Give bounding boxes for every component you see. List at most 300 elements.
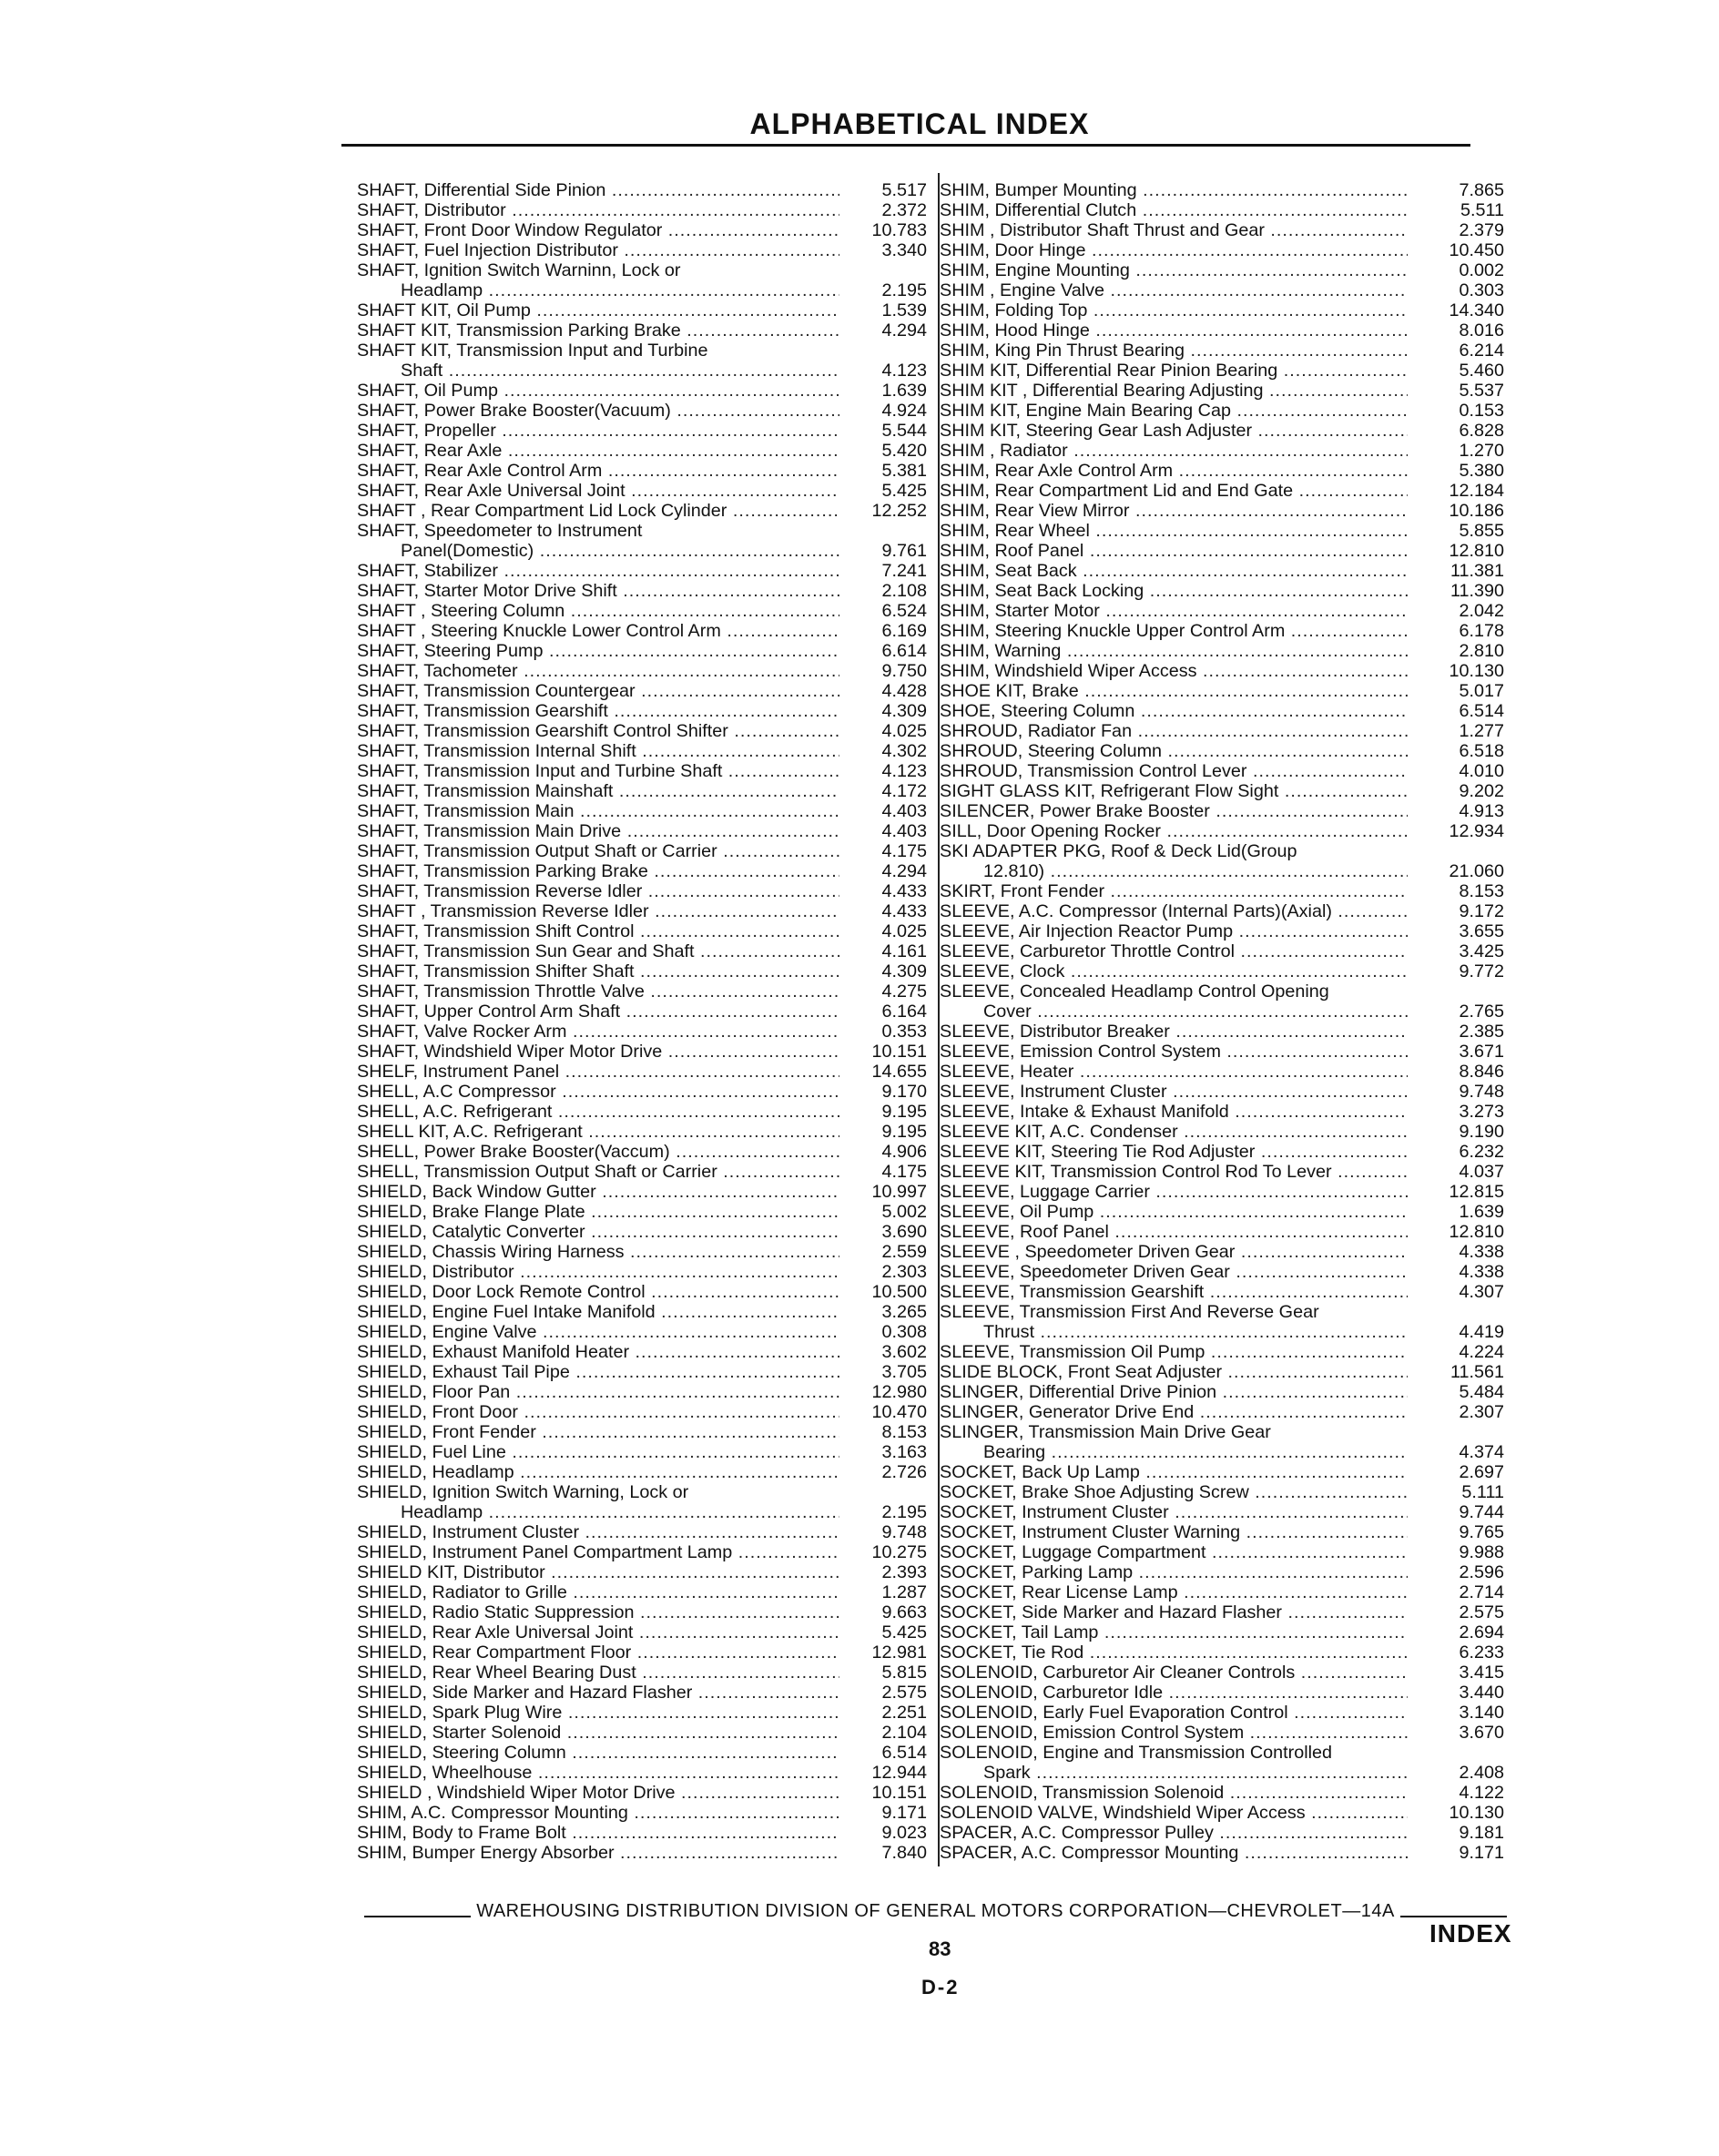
index-entry-label: Cover ..... (940, 1002, 1408, 1022)
index-entry-label: SOLENOID, Carburetor Idle ..... (940, 1683, 1408, 1703)
index-entry-label: SHAFT , Transmission Reverse Idler ..... (357, 901, 839, 921)
index-entry-number: 6.514 (881, 1743, 927, 1763)
index-entry-label: SOCKET, Parking Lamp ..... (940, 1562, 1408, 1582)
index-entry-number: 5.425 (881, 481, 927, 501)
index-entry (357, 621, 927, 641)
index-entry-label: SHIELD, Ignition Switch Warning, Lock or (357, 1482, 689, 1502)
index-entry-label: SHELL, A.C Compressor ..... (357, 1082, 839, 1102)
index-entry-number: 4.037 (1459, 1162, 1504, 1182)
index-entry (357, 1162, 927, 1182)
index-entry-label: SOCKET, Brake Shoe Adjusting Screw ..... (940, 1482, 1408, 1502)
index-entry (940, 961, 1504, 981)
index-entry-number: 3.670 (1459, 1723, 1504, 1743)
index-entry-number: 6.828 (1459, 421, 1504, 441)
index-entry-label: SHIM, Seat Back ..... (940, 561, 1408, 581)
index-entry-number: 3.705 (881, 1362, 927, 1382)
index-entry (357, 401, 927, 421)
index-entry (940, 300, 1504, 320)
index-entry-label: SHAFT, Oil Pump ..... (357, 381, 839, 401)
index-entry (940, 781, 1504, 801)
index-entry-number: 3.655 (1459, 921, 1504, 941)
index-entry (940, 1582, 1504, 1602)
index-entry-label: SHIELD, Fuel Line ..... (357, 1442, 839, 1462)
index-entry (940, 1683, 1504, 1703)
index-entry-number: 4.913 (1459, 801, 1504, 821)
index-entry-label: SHAFT, Ignition Switch Warninn, Lock or (357, 260, 681, 280)
index-entry-label: SHIELD, Back Window Gutter ..... (357, 1182, 839, 1202)
index-entry-label: SHIELD, Rear Axle Universal Joint ..... (357, 1622, 839, 1642)
index-entry (357, 1743, 927, 1763)
index-entry-number: 4.307 (1459, 1282, 1504, 1302)
index-entry (940, 1622, 1504, 1642)
index-entry-label: SOLENOID, Transmission Solenoid ..... (940, 1783, 1408, 1803)
index-entry-number: 10.275 (871, 1542, 927, 1562)
index-entry (940, 441, 1504, 461)
index-entry-label: SHIELD, Front Fender ..... (357, 1422, 839, 1442)
index-entry (357, 1763, 927, 1783)
index-entry-number: 5.815 (881, 1663, 927, 1683)
index-entry-number: 3.425 (1459, 941, 1504, 961)
index-entry-label: SHIM, Rear Compartment Lid and End Gate ..... (940, 481, 1408, 501)
index-entry-number: 6.169 (881, 621, 927, 641)
index-entry (357, 1442, 927, 1462)
index-entry-number: 11.390 (1449, 581, 1504, 601)
index-entry-label: SHIELD, Brake Flange Plate ..... (357, 1202, 839, 1222)
index-entry-label: SKIRT, Front Fender ..... (940, 881, 1408, 901)
index-entry (940, 581, 1504, 601)
index-entry (940, 1302, 1504, 1322)
index-entry (357, 240, 927, 260)
index-entry (357, 361, 927, 381)
index-entry-label: SLEEVE, Emission Control System ..... (940, 1042, 1408, 1062)
index-entry-number: 21.060 (1449, 861, 1504, 881)
index-entry-label: SPACER, A.C. Compressor Mounting ..... (940, 1843, 1408, 1863)
index-entry-number: 3.671 (1459, 1042, 1504, 1062)
index-entry (940, 681, 1504, 701)
index-entry-number: 9.748 (881, 1522, 927, 1542)
index-entry-label: SHIELD, Wheelhouse ..... (357, 1763, 839, 1783)
index-entry (357, 1803, 927, 1823)
index-entry (357, 1042, 927, 1062)
index-entry-label: SLEEVE, Heater ..... (940, 1062, 1408, 1082)
index-entry-number: 5.017 (1459, 681, 1504, 701)
index-entry-label: SHAFT, Transmission Main Drive ..... (357, 821, 839, 841)
index-entry (357, 1422, 927, 1442)
index-entry-number: 4.924 (881, 401, 927, 421)
index-entry (357, 1402, 927, 1422)
index-entry (357, 1502, 927, 1522)
index-entry (940, 1502, 1504, 1522)
index-entry (940, 401, 1504, 421)
index-entry-number: 9.190 (1459, 1122, 1504, 1142)
index-entry-number: 9.023 (881, 1823, 927, 1843)
index-entry-label: Panel(Domestic) ..... (357, 541, 839, 561)
index-entry-label: SHAFT, Transmission Sun Gear and Shaft ..... (357, 941, 839, 961)
index-entry-number: 6.232 (1459, 1142, 1504, 1162)
index-entry (940, 361, 1504, 381)
index-entry (357, 981, 927, 1002)
index-entry-label: Bearing ..... (940, 1442, 1408, 1462)
index-entry-number: 3.140 (1459, 1703, 1504, 1723)
index-entry-number: 5.517 (881, 180, 927, 200)
index-entry-number: 3.415 (1459, 1663, 1504, 1683)
index-entry-label: SLEEVE KIT, A.C. Condenser ..... (940, 1122, 1408, 1142)
index-entry-number: 2.385 (1459, 1022, 1504, 1042)
index-entry (357, 1602, 927, 1622)
index-entry (357, 1622, 927, 1642)
index-entry-label: SHIELD, Headlamp ..... (357, 1462, 839, 1482)
index-entry (357, 821, 927, 841)
index-entry (357, 1823, 927, 1843)
index-entry-label: SHIM, Engine Mounting ..... (940, 260, 1408, 280)
index-entry (940, 481, 1504, 501)
index-entry-number: 2.307 (1459, 1402, 1504, 1422)
index-entry-number: 5.511 (1460, 200, 1504, 220)
index-entry-label: SHAFT, Stabilizer ..... (357, 561, 839, 581)
index-entry (357, 1482, 927, 1502)
index-entry (940, 701, 1504, 721)
index-entry-number: 8.153 (1459, 881, 1504, 901)
index-entry-label: SHAFT, Transmission Gearshift Control Shifter ..... (357, 721, 839, 741)
index-entry-label: SHIELD, Instrument Panel Compartment Lamp ..... (357, 1542, 839, 1562)
index-entry-number: 4.294 (881, 320, 927, 341)
index-entry-label: SLEEVE, Intake & Exhaust Manifold ..... (940, 1102, 1408, 1122)
index-entry (940, 1022, 1504, 1042)
index-entry-label: SHAFT, Power Brake Booster(Vacuum) ..... (357, 401, 839, 421)
index-entry-label: SHAFT, Transmission Reverse Idler ..... (357, 881, 839, 901)
index-entry-label: SHAFT, Valve Rocker Arm ..... (357, 1022, 839, 1042)
index-entry (357, 521, 927, 541)
index-entry (357, 1302, 927, 1322)
index-entry-number: 3.690 (881, 1222, 927, 1242)
index-entry-number: 3.440 (1459, 1683, 1504, 1703)
index-entry-number: 10.450 (1449, 240, 1504, 260)
index-entry-label: SHIELD KIT, Distributor ..... (357, 1562, 839, 1582)
index-entry (357, 200, 927, 220)
index-entry (940, 621, 1504, 641)
index-entry-number: 6.518 (1459, 741, 1504, 761)
index-entry-label: Shaft ..... (357, 361, 839, 381)
index-entry (357, 741, 927, 761)
index-entry-label: SHIM, Windshield Wiper Access ..... (940, 661, 1408, 681)
index-entry (357, 1843, 927, 1863)
index-entry-label: SHELL, Power Brake Booster(Vaccum) ..... (357, 1142, 839, 1162)
index-entry-number: 5.855 (1459, 521, 1504, 541)
index-entry (940, 220, 1504, 240)
index-entry-number: 3.602 (881, 1342, 927, 1362)
index-entry-number: 4.275 (881, 981, 927, 1002)
index-entry (357, 1582, 927, 1602)
index-entry (357, 1542, 927, 1562)
index-entry (357, 1342, 927, 1362)
index-entry-label: Headlamp ..... (357, 280, 839, 300)
index-entry-number: 8.153 (881, 1422, 927, 1442)
index-entry-number: 10.151 (871, 1783, 927, 1803)
index-entry-label: SHROUD, Steering Column ..... (940, 741, 1408, 761)
index-entry-number: 9.772 (1459, 961, 1504, 981)
index-entry (357, 1182, 927, 1202)
index-entry (357, 681, 927, 701)
footer-rule-right (1400, 1916, 1507, 1917)
index-entry-label: SHIM , Radiator ..... (940, 441, 1408, 461)
index-entry-label: SHOE, Steering Column ..... (940, 701, 1408, 721)
index-entry (357, 1102, 927, 1122)
index-entry-label: SHIELD, Radiator to Grille ..... (357, 1582, 839, 1602)
index-entry-label: SHELL, A.C. Refrigerant ..... (357, 1102, 839, 1122)
index-entry-number: 9.744 (1459, 1502, 1504, 1522)
index-entry-number: 12.810 (1449, 541, 1504, 561)
index-entry (940, 1763, 1504, 1783)
index-entry-number: 5.460 (1459, 361, 1504, 381)
index-entry-number: 11.381 (1449, 561, 1504, 581)
index-entry-number: 4.025 (881, 721, 927, 741)
index-entry-number: 9.202 (1459, 781, 1504, 801)
index-entry-number: 2.104 (881, 1723, 927, 1743)
index-entry-number: 10.130 (1449, 661, 1504, 681)
index-entry-number: 4.433 (881, 901, 927, 921)
index-entry-label: SHAFT KIT, Oil Pump ..... (357, 300, 839, 320)
index-entry (940, 1723, 1504, 1743)
index-entry-label: SHIELD, Exhaust Tail Pipe ..... (357, 1362, 839, 1382)
index-entry-label: SHIELD, Radio Static Suppression ..... (357, 1602, 839, 1622)
index-entry-label: SHIELD, Spark Plug Wire ..... (357, 1703, 839, 1723)
index-entry-label: Spark ..... (940, 1763, 1408, 1783)
index-entry-label: SHAFT, Transmission Gearshift ..... (357, 701, 839, 721)
index-entry-label: SHELF, Instrument Panel ..... (357, 1062, 839, 1082)
index-entry-number: 2.559 (881, 1242, 927, 1262)
index-entry-number: 9.181 (1459, 1823, 1504, 1843)
index-entry-label: SHIELD, Floor Pan ..... (357, 1382, 839, 1402)
index-entry (357, 801, 927, 821)
index-entry (357, 961, 927, 981)
index-entry-number: 2.810 (1459, 641, 1504, 661)
index-entry-number: 5.381 (881, 461, 927, 481)
index-entry-number: 5.537 (1459, 381, 1504, 401)
index-entry (940, 1342, 1504, 1362)
index-entry (357, 721, 927, 741)
index-entry (357, 1002, 927, 1022)
index-entry-label: SHIELD, Front Door ..... (357, 1402, 839, 1422)
index-entry-number: 9.750 (881, 661, 927, 681)
index-entry-label: SOLENOID VALVE, Windshield Wiper Access ..... (940, 1803, 1408, 1823)
index-entry-number: 4.123 (881, 361, 927, 381)
index-entry (940, 501, 1504, 521)
index-entry-label: SHIM, Seat Back Locking ..... (940, 581, 1408, 601)
index-entry-label: SOCKET, Rear License Lamp ..... (940, 1582, 1408, 1602)
index-entry-label: SHAFT, Transmission Countergear ..... (357, 681, 839, 701)
index-entry-label: SHAFT, Windshield Wiper Motor Drive ..... (357, 1042, 839, 1062)
index-entry (940, 901, 1504, 921)
index-entry (940, 721, 1504, 741)
index-entry-number: 4.309 (881, 701, 927, 721)
index-entry (940, 421, 1504, 441)
index-entry (940, 1042, 1504, 1062)
index-entry-label: SHAFT, Front Door Window Regulator ..... (357, 220, 839, 240)
index-entry-label: SHIM, King Pin Thrust Bearing ..... (940, 341, 1408, 361)
index-entry-label: SHAFT, Speedometer to Instrument (357, 521, 643, 541)
index-entry-label: SHIELD, Rear Compartment Floor ..... (357, 1642, 839, 1663)
index-entry (940, 641, 1504, 661)
index-entry-number: 2.765 (1459, 1002, 1504, 1022)
index-entry-number: 3.340 (881, 240, 927, 260)
index-entry (940, 260, 1504, 280)
index-entry-number: 4.161 (881, 941, 927, 961)
index-entry-number: 2.697 (1459, 1462, 1504, 1482)
index-entry-number: 10.130 (1449, 1803, 1504, 1823)
index-entry (940, 1102, 1504, 1122)
index-entry-label: SLEEVE, Instrument Cluster ..... (940, 1082, 1408, 1102)
index-entry-label: SHAFT, Transmission Shift Control ..... (357, 921, 839, 941)
index-entry-number: 2.303 (881, 1262, 927, 1282)
index-entry-number: 2.372 (881, 200, 927, 220)
index-entry-label: SHAFT, Transmission Output Shaft or Carrier ..... (357, 841, 839, 861)
index-entry-number: 4.906 (881, 1142, 927, 1162)
index-entry-number: 9.171 (1459, 1843, 1504, 1863)
index-entry (357, 381, 927, 401)
index-entry-label: SHIELD, Catalytic Converter ..... (357, 1222, 839, 1242)
index-entry (357, 481, 927, 501)
index-entry-number: 4.175 (881, 841, 927, 861)
index-entry-label: SHIM , Engine Valve ..... (940, 280, 1408, 300)
index-entry (940, 801, 1504, 821)
index-entry-label: SLEEVE, Distributor Breaker ..... (940, 1022, 1408, 1042)
index-entry-label: SHIM KIT, Engine Main Bearing Cap ..... (940, 401, 1408, 421)
footer-rule-left (364, 1916, 471, 1917)
index-entry-number: 4.403 (881, 821, 927, 841)
index-entry (357, 260, 927, 280)
index-entry-number: 6.514 (1459, 701, 1504, 721)
index-entry-number: 0.303 (1459, 280, 1504, 300)
index-entry (357, 1462, 927, 1482)
index-entry-label: SHELL KIT, A.C. Refrigerant ..... (357, 1122, 839, 1142)
index-entry (940, 1542, 1504, 1562)
index-entry (357, 881, 927, 901)
index-entry-label: SHAFT, Transmission Parking Brake ..... (357, 861, 839, 881)
index-entry (940, 1182, 1504, 1202)
index-entry (357, 1562, 927, 1582)
index-entry-number: 2.575 (881, 1683, 927, 1703)
index-entry-label: SHIM, Bumper Energy Absorber ..... (357, 1843, 839, 1863)
index-entry-label: SLEEVE, Clock ..... (940, 961, 1408, 981)
index-entry-label: SHAFT, Transmission Shifter Shaft ..... (357, 961, 839, 981)
index-entry-label: SOCKET, Instrument Cluster Warning ..... (940, 1522, 1408, 1542)
index-entry (940, 461, 1504, 481)
index-entry (357, 461, 927, 481)
index-entry-label: SHAFT, Rear Axle Control Arm ..... (357, 461, 839, 481)
index-entry-number: 5.484 (1459, 1382, 1504, 1402)
index-entry-number: 2.575 (1459, 1602, 1504, 1622)
index-entry-label: SOCKET, Tie Rod ..... (940, 1642, 1408, 1663)
index-entry-label: SHIELD, Distributor ..... (357, 1262, 839, 1282)
index-entry-label: SLEEVE, Transmission Oil Pump ..... (940, 1342, 1408, 1362)
index-entry-number: 0.308 (881, 1322, 927, 1342)
index-entry-label: SHIELD, Door Lock Remote Control ..... (357, 1282, 839, 1302)
index-entry (357, 1723, 927, 1743)
index-entry-label: SOLENOID, Engine and Transmission Controlled (940, 1743, 1332, 1763)
index-entry-label: SHIELD, Engine Valve ..... (357, 1322, 839, 1342)
index-entry-label: SHIM, Roof Panel ..... (940, 541, 1408, 561)
index-entry (940, 921, 1504, 941)
index-entry-number: 7.865 (1459, 180, 1504, 200)
index-entry-label: SHAFT, Transmission Input and Turbine Shaft ..... (357, 761, 839, 781)
index-entry-number: 12.184 (1449, 481, 1504, 501)
index-entry-number: 9.170 (881, 1082, 927, 1102)
index-entry (357, 180, 927, 200)
index-entry-number: 4.419 (1459, 1322, 1504, 1342)
index-entry-number: 7.241 (881, 561, 927, 581)
index-entry-number: 8.016 (1459, 320, 1504, 341)
index-entry-number: 0.002 (1459, 260, 1504, 280)
index-entry (940, 240, 1504, 260)
index-entry (357, 1362, 927, 1382)
index-column-left (357, 180, 927, 1863)
index-entry-number: 1.287 (881, 1582, 927, 1602)
index-entry-label: SHIM, A.C. Compressor Mounting ..... (357, 1803, 839, 1823)
index-entry-label: SILL, Door Opening Rocker ..... (940, 821, 1408, 841)
index-entry-label: SOCKET, Back Up Lamp ..... (940, 1462, 1408, 1482)
index-entry-number: 2.694 (1459, 1622, 1504, 1642)
index-entry-label: SHIM, Hood Hinge ..... (940, 320, 1408, 341)
index-entry-number: 2.596 (1459, 1562, 1504, 1582)
index-entry (357, 1262, 927, 1282)
index-entry-label: SPACER, A.C. Compressor Pulley ..... (940, 1823, 1408, 1843)
index-entry-number: 10.151 (871, 1042, 927, 1062)
index-entry (357, 1062, 927, 1082)
index-entry-label: SLEEVE, A.C. Compressor (Internal Parts)(Axial) ..... (940, 901, 1408, 921)
index-entry (357, 641, 927, 661)
index-entry-number: 4.433 (881, 881, 927, 901)
index-entry (940, 1322, 1504, 1342)
index-entry (940, 1362, 1504, 1382)
footer-text: WAREHOUSING DISTRIBUTION DIVISION OF GENERAL MOTORS CORPORATION—CHEVROLET—14A (476, 1901, 1395, 1921)
index-entry (357, 921, 927, 941)
index-entry-number: 3.273 (1459, 1102, 1504, 1122)
index-entry-label: SLEEVE, Oil Pump ..... (940, 1202, 1408, 1222)
index-entry (357, 220, 927, 240)
index-entry (357, 1322, 927, 1342)
index-entry (940, 1142, 1504, 1162)
index-entry-label: SLEEVE KIT, Transmission Control Rod To Lever ..... (940, 1162, 1408, 1182)
index-entry (940, 1382, 1504, 1402)
index-entry-label: SHAFT, Transmission Main ..... (357, 801, 839, 821)
index-entry-number: 12.934 (1449, 821, 1504, 841)
index-entry-number: 12.815 (1449, 1182, 1504, 1202)
footer-line (364, 1901, 1507, 1922)
section-label: INDEX (1429, 1919, 1512, 1948)
index-entry-number: 1.639 (881, 381, 927, 401)
index-entry-number: 9.663 (881, 1602, 927, 1622)
index-entry-number: 9.765 (1459, 1522, 1504, 1542)
index-entry (940, 1422, 1504, 1442)
index-entry-number: 4.175 (881, 1162, 927, 1182)
index-entry (357, 541, 927, 561)
index-entry-number: 4.123 (881, 761, 927, 781)
index-entry (940, 941, 1504, 961)
index-entry-label: SHIM, Bumper Mounting ..... (940, 180, 1408, 200)
index-entry-label: SLEEVE, Air Injection Reactor Pump ..... (940, 921, 1408, 941)
index-entry-label: SHIM , Distributor Shaft Thrust and Gear ..... (940, 220, 1408, 240)
index-entry-number: 9.195 (881, 1122, 927, 1142)
index-entry-label: SLINGER, Generator Drive End ..... (940, 1402, 1408, 1422)
index-column-right (940, 180, 1504, 1863)
index-entry-label: SHIELD, Side Marker and Hazard Flasher ..... (357, 1683, 839, 1703)
index-entry-number: 11.561 (1449, 1362, 1504, 1382)
index-entry (940, 1402, 1504, 1422)
index-entry-label: SLEEVE KIT, Steering Tie Rod Adjuster ..... (940, 1142, 1408, 1162)
index-entry (357, 601, 927, 621)
index-entry-label: SHAFT, Tachometer ..... (357, 661, 839, 681)
index-entry-label: SHIM, Differential Clutch ..... (940, 200, 1408, 220)
